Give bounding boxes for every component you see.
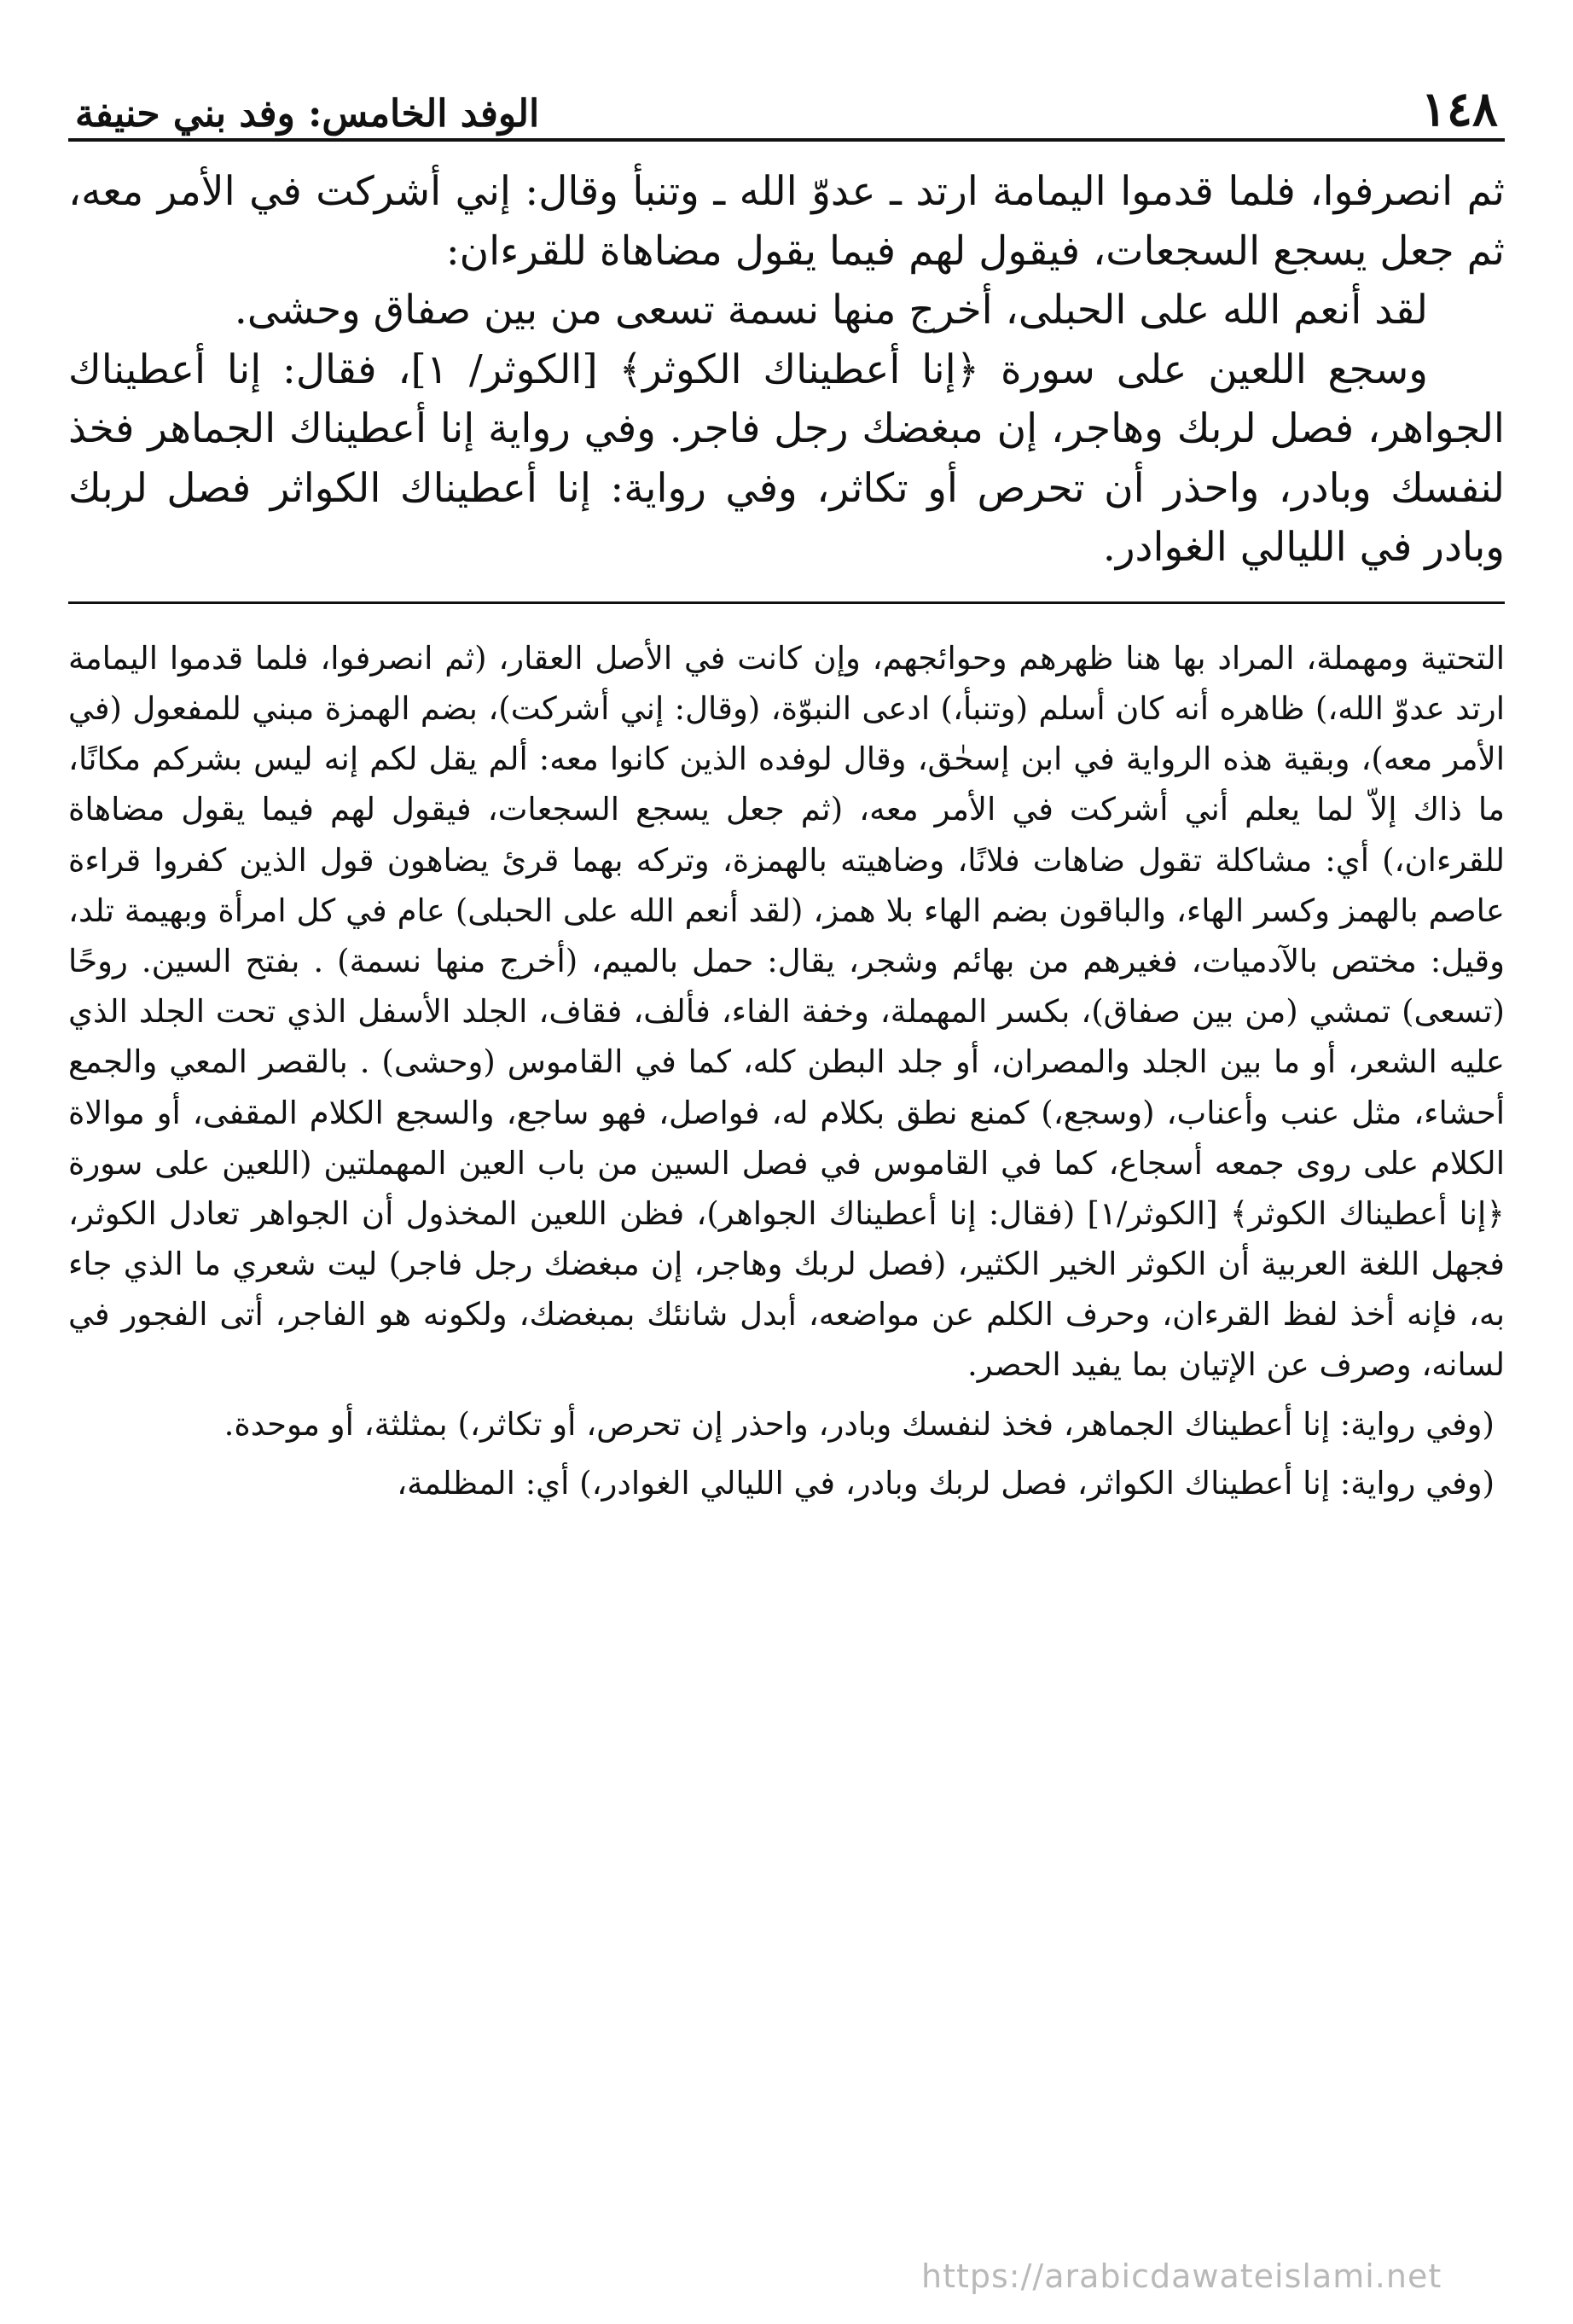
section-divider bbox=[68, 601, 1505, 604]
watermark-url: https://arabicdawateislami.net bbox=[921, 2257, 1442, 2295]
commentary-paragraph: التحتية ومهملة، المراد بها هنا ظهرهم وحوائجهم، وإن كانت في الأصل العقار، (ثم انصرفوا، فلما قدموا اليمامة ارتد عدوّ الله،) ظاهره أنه كان أسلم (وتنبأ،) ادعى النبوّة، (وقال: إني أشركت)، بضم الهمزة مبني للمفعول (في الأمر معه)، وبقية هذه الرواية في ابن إسحٰق، وقال لوفده الذين كانوا معه: ألم يقل لكم إنه ليس بشركم مكانًا، ما ذاك إلاّ لما يعلم أني أشركت في الأمر معه، (ثم جعل يسجع السجعات، فيقول لهم فيما يقول مضاهاة للقرءان،) أي: مشاكلة تقول ضاهات فلانًا، وضاهيته بالهمزة، وتركه بهما قرئ يضاهون قول الذين كفروا قراءة عاصم بالهمز وكسر الهاء، والباقون بضم الهاء بلا همز، (لقد أنعم الله على الحبلى) عام في كل امرأة وبهيمة تلد، وقيل: مختص بالآدميات، فغيرهم من بهائم وشجر، يقال: حمل بالميم، (أخرج منها نسمة) . بفتح السين. روحًا (تسعى) تمشي (من بين صفاق)، بكسر المهملة، وخفة الفاء، فألف، فقاف، الجلد الأسفل الذي تحت الجلد الذي عليه الشعر، أو ما بين الجلد والمصران، أو جلد البطن كله، كما في القاموس (وحشى) . بالقصر المعي والجمع أحشاء، مثل عنب وأعناب، (وسجع،) كمنع نطق بكلام له، فواصل، فهو ساجع، والسجع الكلام المقفى، أو موالاة الكلام على روى جمعه أسجاع، كما في القاموس في فصل السين من باب العين المهملتين (اللعين على سورة ﴿إنا أعطيناك الكوثر﴾ [الكوثر/١] (فقال: إنا أعطيناك الجواهر)، فظن اللعين المخذول أن الجواهر تعادل الكوثر، فجهل اللغة العربية أن الكوثر الخير الكثير، (فصل لربك وهاجر، إن مبغضك رجل فاجر) ليت شعري ما الذي جاء به، فإنه أخذ لفظ القرءان، وحرف الكلم عن مواضعه، أبدل شانئك بمبغضك، ولكونه هو الفاجر، أتى الفجور في لسانه، وصرف عن الإتيان بما يفيد الحصر. bbox=[68, 639, 1505, 1384]
main-paragraph: لقد أنعم الله على الحبلى، أخرج منها نسمة تسعى من بين صفاق وحشى. bbox=[234, 287, 1428, 334]
main-paragraph: ثم انصرفوا، فلما قدموا اليمامة ارتد ـ عدوّ الله ـ وتنبأ وقال: إني أشركت في الأمر معه، ثم جعل يسجع السجعات، فيقول لهم فيما يقول مضاهاة للقرءان: bbox=[68, 168, 1505, 275]
book-page bbox=[68, 77, 1505, 2324]
main-text bbox=[68, 162, 1505, 578]
page-header bbox=[68, 77, 1505, 142]
main-paragraph: وسجع اللعين على سورة ﴿إنا أعطيناك الكوثر﴾ [الكوثر/ ١]، فقال: إنا أعطيناك الجواهر، فصل لربك وهاجر، إن مبغضك رجل فاجر. وفي رواية إنا أعطيناك الجماهر فخذ لنفسك وبادر، واحذر أن تحرص أو تكاثر، وفي رواية: إنا أعطيناك الكواثر فصل لربك وبادر في الليالي الغوادر. bbox=[68, 346, 1505, 572]
running-title: الوفد الخامس: وفد بني حنيفة bbox=[75, 92, 540, 136]
commentary-paragraph: (وفي رواية: إنا أعطيناك الجماهر، فخذ لنفسك وبادر، واحذر إن تحرص، أو تكاثر،) بمثلثة، أو موحدة. bbox=[223, 1405, 1495, 1443]
commentary-paragraph: (وفي رواية: إنا أعطيناك الكواثر، فصل لربك وبادر، في الليالي الغوادر،) أي: المظلمة، bbox=[397, 1464, 1495, 1502]
commentary-text bbox=[68, 633, 1505, 1508]
page-number: ١٤٨ bbox=[1420, 81, 1498, 137]
